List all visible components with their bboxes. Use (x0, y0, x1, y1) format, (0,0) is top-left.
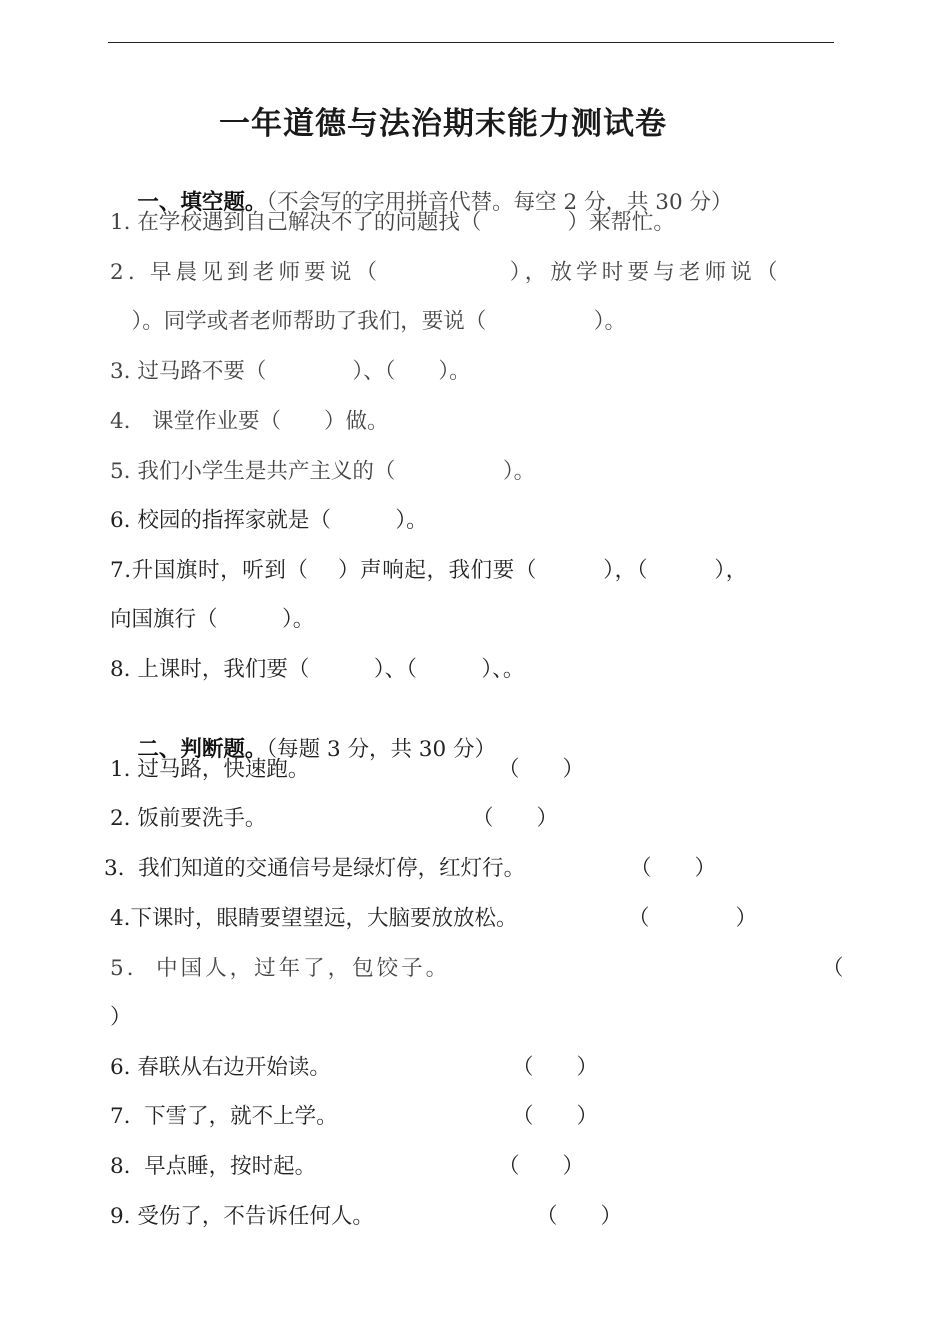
judge-answer-2: （ ） (472, 806, 559, 831)
section1-heading: 一、填空题。 (137, 190, 267, 215)
fill-question-7-line2: 向国旗行（ ）。 (110, 607, 315, 632)
judge-item-7: 7. 下雪了，就不上学。 (110, 1104, 338, 1129)
judge-item-6: 6. 春联从右边开始读。 (110, 1055, 331, 1080)
fill-question-4: 4. 课堂作业要（ ）做。 (110, 409, 389, 434)
section2-heading: 二、判断题。 (137, 737, 267, 762)
fill-question-5: 5. 我们小学生是共产主义的（ ）。 (110, 459, 536, 484)
judge-item-1: 1. 过马路，快速跑。 (110, 757, 310, 782)
header-rule (108, 42, 834, 43)
fill-question-3: 3. 过马路不要（ ）、（ ）。 (110, 359, 471, 384)
judge-item-5: 5. 中国人，过年了，包饺子。 (110, 956, 451, 981)
judge-answer-8: （ ） (498, 1154, 585, 1179)
judge-answer-1: （ ） (498, 757, 585, 782)
judge-answer-7: （ ） (512, 1104, 599, 1129)
section1-note: （不会写的字用拼音代替。每空 2 分，共 30 分） (266, 190, 733, 215)
judge-answer-4: （ ） (628, 906, 758, 931)
section2-note: （每题 3 分，共 30 分） (266, 737, 496, 762)
judge-item-8: 8. 早点睡，按时起。 (110, 1154, 317, 1179)
fill-question-6: 6. 校园的指挥家就是（ ）。 (110, 508, 428, 533)
fill-question-2-line2: ）。同学或者老师帮助了我们，要说（ ）。 (110, 309, 627, 334)
fill-question-1: 1. 在学校遇到自己解决不了的问题找（ ）来帮忙。 (110, 210, 675, 235)
page-title: 一年道德与法治期末能力测试卷 (219, 106, 667, 142)
judge-item-4: 4.下课时，眼睛要望望远，大脑要放放松。 (110, 906, 518, 931)
judge-answer-9: （ ） (536, 1204, 623, 1229)
judge-item-2: 2. 饭前要洗手。 (110, 806, 267, 831)
judge-answer-5-open: （ (822, 956, 844, 981)
judge-answer-5-close: ） (110, 1005, 132, 1030)
judge-item-9: 9. 受伤了，不告诉任何人。 (110, 1204, 374, 1229)
judge-answer-3: （ ） (630, 856, 717, 881)
judge-answer-6: （ ） (512, 1055, 599, 1080)
fill-question-2-line1: 2. 早晨见到老师要说（ ），放学时要与老师说（ (110, 260, 782, 285)
judge-item-3: 3. 我们知道的交通信号是绿灯停，红灯行。 (104, 856, 526, 881)
fill-question-7-line1: 7.升国旗时，听到（ ）声响起，我们要（ ），（ ）， (110, 558, 748, 583)
fill-question-8: 8. 上课时，我们要（ ）、（ ）、。 (110, 657, 525, 682)
